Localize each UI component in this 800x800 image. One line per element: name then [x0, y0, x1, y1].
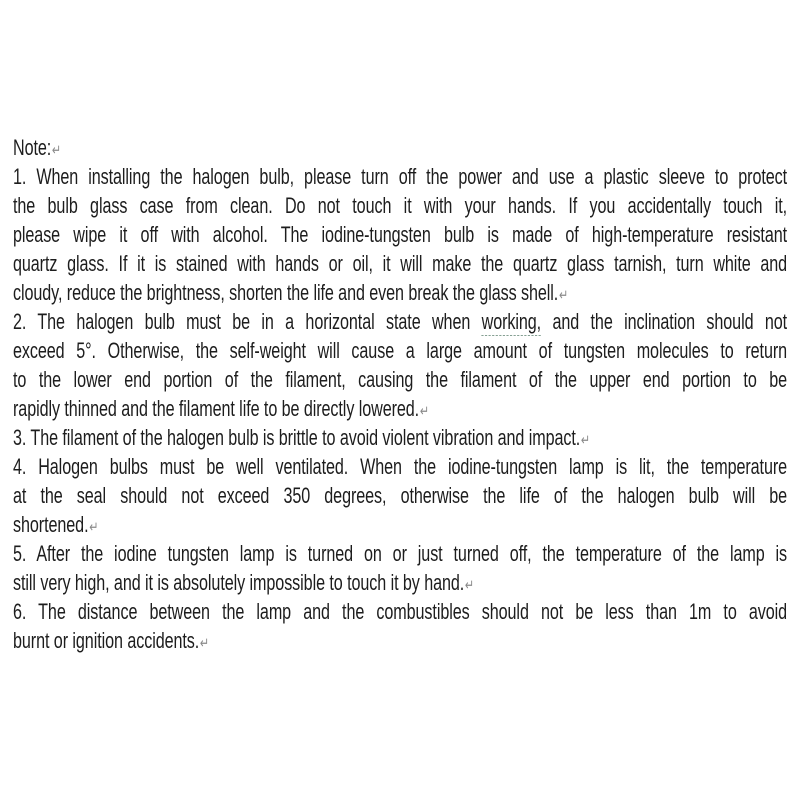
text-line — [13, 220, 787, 249]
text-line — [13, 365, 787, 394]
text-line — [13, 452, 787, 481]
text-line — [13, 423, 787, 452]
return-mark-icon: ↵ — [89, 519, 99, 536]
text-line — [13, 249, 787, 278]
note-text-block — [13, 133, 787, 655]
line-text: still very high, and it is absolutely impossible to touch it by hand. — [13, 570, 465, 595]
line-text: please wipe it off with alcohol. The iodine-tungsten bulb is made of high-temperature resistant — [13, 222, 788, 247]
line-text: 3. The filament of the halogen bulb is brittle to avoid violent vibration and impact. — [13, 425, 581, 450]
line-text: 2. The halogen bulb must be in a horizontal state when — [13, 309, 482, 334]
line-text: 5. After the iodine tungsten lamp is turned on or just turned off, the temperature of the lamp is — [13, 541, 788, 566]
line-text: 6. The distance between the lamp and the combustibles should not be less than 1m to avoid — [13, 599, 788, 624]
text-line — [13, 336, 787, 365]
note-heading — [13, 133, 787, 162]
text-line — [13, 539, 787, 568]
text-line — [13, 597, 787, 626]
text-line — [13, 481, 787, 510]
text-line — [13, 307, 787, 336]
note-label: Note: — [13, 135, 52, 160]
return-mark-icon: ↵ — [558, 287, 569, 304]
line-text: the bulb glass case from clean. Do not touch it with your hands. If you accidentally touch it, — [13, 193, 788, 218]
text-line — [13, 510, 787, 539]
text-line — [13, 162, 787, 191]
line-text: at the seal should not exceed 350 degrees, otherwise the life of the halogen bulb will be — [13, 483, 788, 508]
line-text: exceed 5°. Otherwise, the self-weight will cause a large amount of tungsten molecules to return — [13, 338, 788, 363]
return-mark-icon: ↵ — [464, 577, 475, 594]
return-mark-icon: ↵ — [419, 403, 429, 420]
text-line — [13, 278, 787, 307]
line-text: cloudy, reduce the brightness, shorten the life and even break the glass shell. — [13, 280, 559, 305]
line-text: 1. When installing the halogen bulb, please turn off the power and use a plastic sleeve to protect — [13, 164, 788, 189]
text-line — [13, 191, 787, 220]
underlined-word: working, — [481, 309, 542, 334]
text-line — [13, 626, 787, 655]
return-mark-icon: ↵ — [199, 635, 210, 652]
line-text: 4. Halogen bulbs must be well ventilated. When the iodine-tungsten lamp is lit, the temperature — [13, 454, 788, 479]
line-text: quartz glass. If it is stained with hands or oil, it will make the quartz glass tarnish, turn white and — [13, 251, 788, 276]
line-text: to the lower end portion of the filament, causing the filament of the upper end portion to be — [13, 367, 788, 392]
return-mark-icon: ↵ — [51, 142, 62, 159]
text-line — [13, 394, 787, 423]
line-text: rapidly thinned and the filament life to be directly lowered. — [13, 396, 420, 421]
line-text: shortened. — [13, 512, 89, 537]
return-mark-icon: ↵ — [580, 432, 591, 449]
line-text: and the inclination should not — [541, 309, 788, 334]
line-text: burnt or ignition accidents. — [13, 628, 200, 653]
text-line — [13, 568, 787, 597]
